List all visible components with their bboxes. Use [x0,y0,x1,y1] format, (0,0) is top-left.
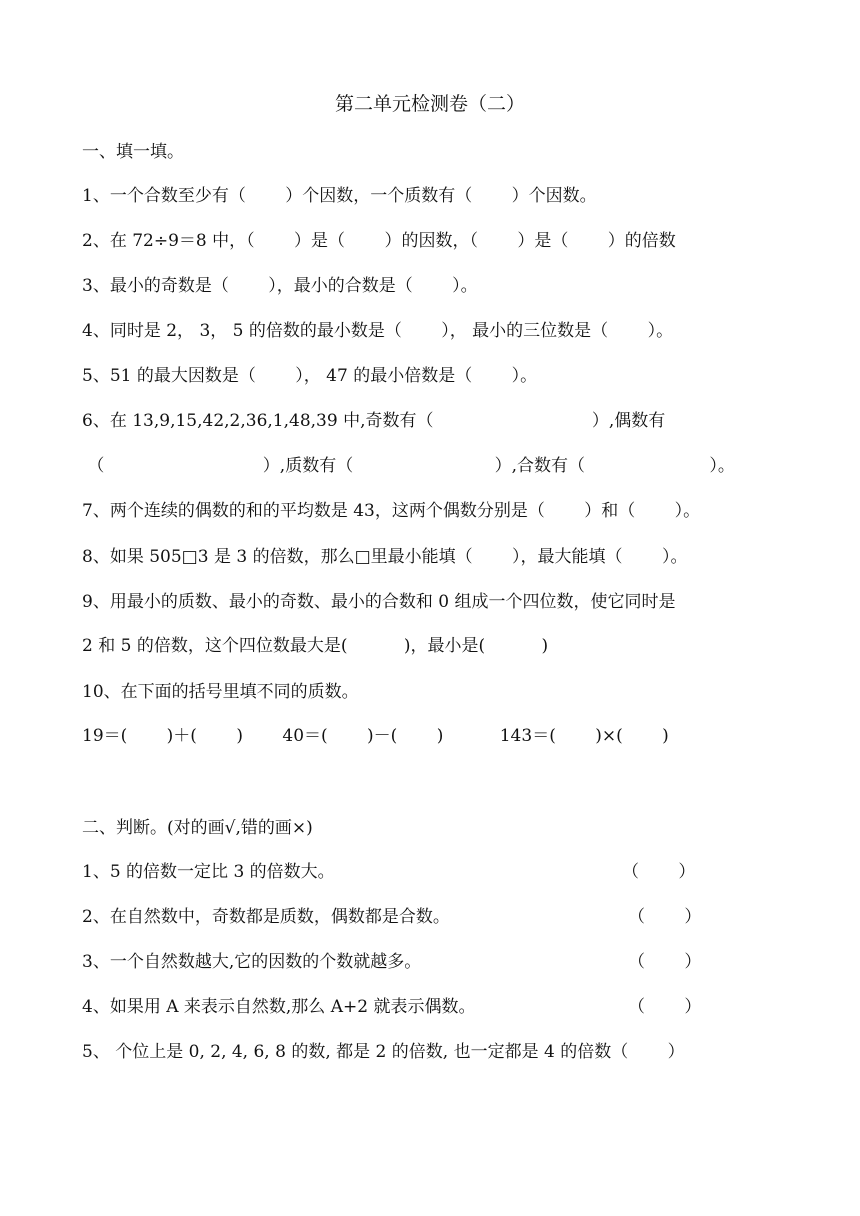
question-line: 2、在 72÷9＝8 中，（ ）是（ ）的因数，（ ）是（ ）的倍数 [82,231,676,251]
question-line: 7、两个连续的偶数的和的平均数是 43，这两个偶数分别是（ ）和（ ）。 [82,501,701,521]
question-line: 2 和 5 的倍数，这个四位数最大是( )，最小是( ) [82,636,549,656]
question-line: （ ）,质数有（ ）,合数有（ ）。 [82,456,735,476]
question-line: 10、在下面的括号里填不同的质数。 [82,682,359,702]
judge-item-blank: （ ） [628,997,702,1017]
judge-item-text: 3、一个自然数越大,它的因数的个数就越多。 [82,952,422,972]
question-line: 8、如果 505□3 是 3 的倍数，那么□里最小能填（ ），最大能填（ ）。 [82,547,688,567]
section-heading-judge: 二、判断。(对的画√,错的画×) [82,818,313,838]
question-line: 3、最小的奇数是（ ），最小的合数是（ ）。 [82,276,478,296]
question-line: 6、在 13,9,15,42,2,36,1,48,39 中,奇数有（ ）,偶数有 [82,411,666,431]
question-line: 4、同时是 2， 3， 5 的倍数的最小数是（ ）， 最小的三位数是（ ）。 [82,321,674,341]
judge-item-blank: （ ） [628,907,702,927]
section-heading-fill: 一、填一填。 [82,142,184,162]
judge-item-blank: （ ） [628,952,702,972]
judge-item-text: 1、5 的倍数一定比 3 的倍数大。 [82,862,335,882]
question-line: 19＝( )＋( ) 40＝( )－( ) 143＝( )×( ) [82,726,669,746]
judge-item-text: 5、 个位上是 0, 2, 4, 6, 8 的数, 都是 2 的倍数, 也一定都是 4 的倍数（ ） [82,1042,685,1062]
question-line: 5、51 的最大因数是（ ）， 47 的最小倍数是（ ）。 [82,366,538,386]
judge-item-blank: （ ） [622,862,696,882]
judge-item-text: 4、如果用 A 来表示自然数,那么 A+2 就表示偶数。 [82,997,476,1017]
question-line: 1、一个合数至少有（ ）个因数，一个质数有（ ）个因数。 [82,186,597,206]
question-line: 9、用最小的质数、最小的奇数、最小的合数和 0 组成一个四位数，使它同时是 [82,592,676,612]
judge-item-text: 2、在自然数中，奇数都是质数，偶数都是合数。 [82,907,450,927]
page-title: 第二单元检测卷（二） [334,93,525,115]
